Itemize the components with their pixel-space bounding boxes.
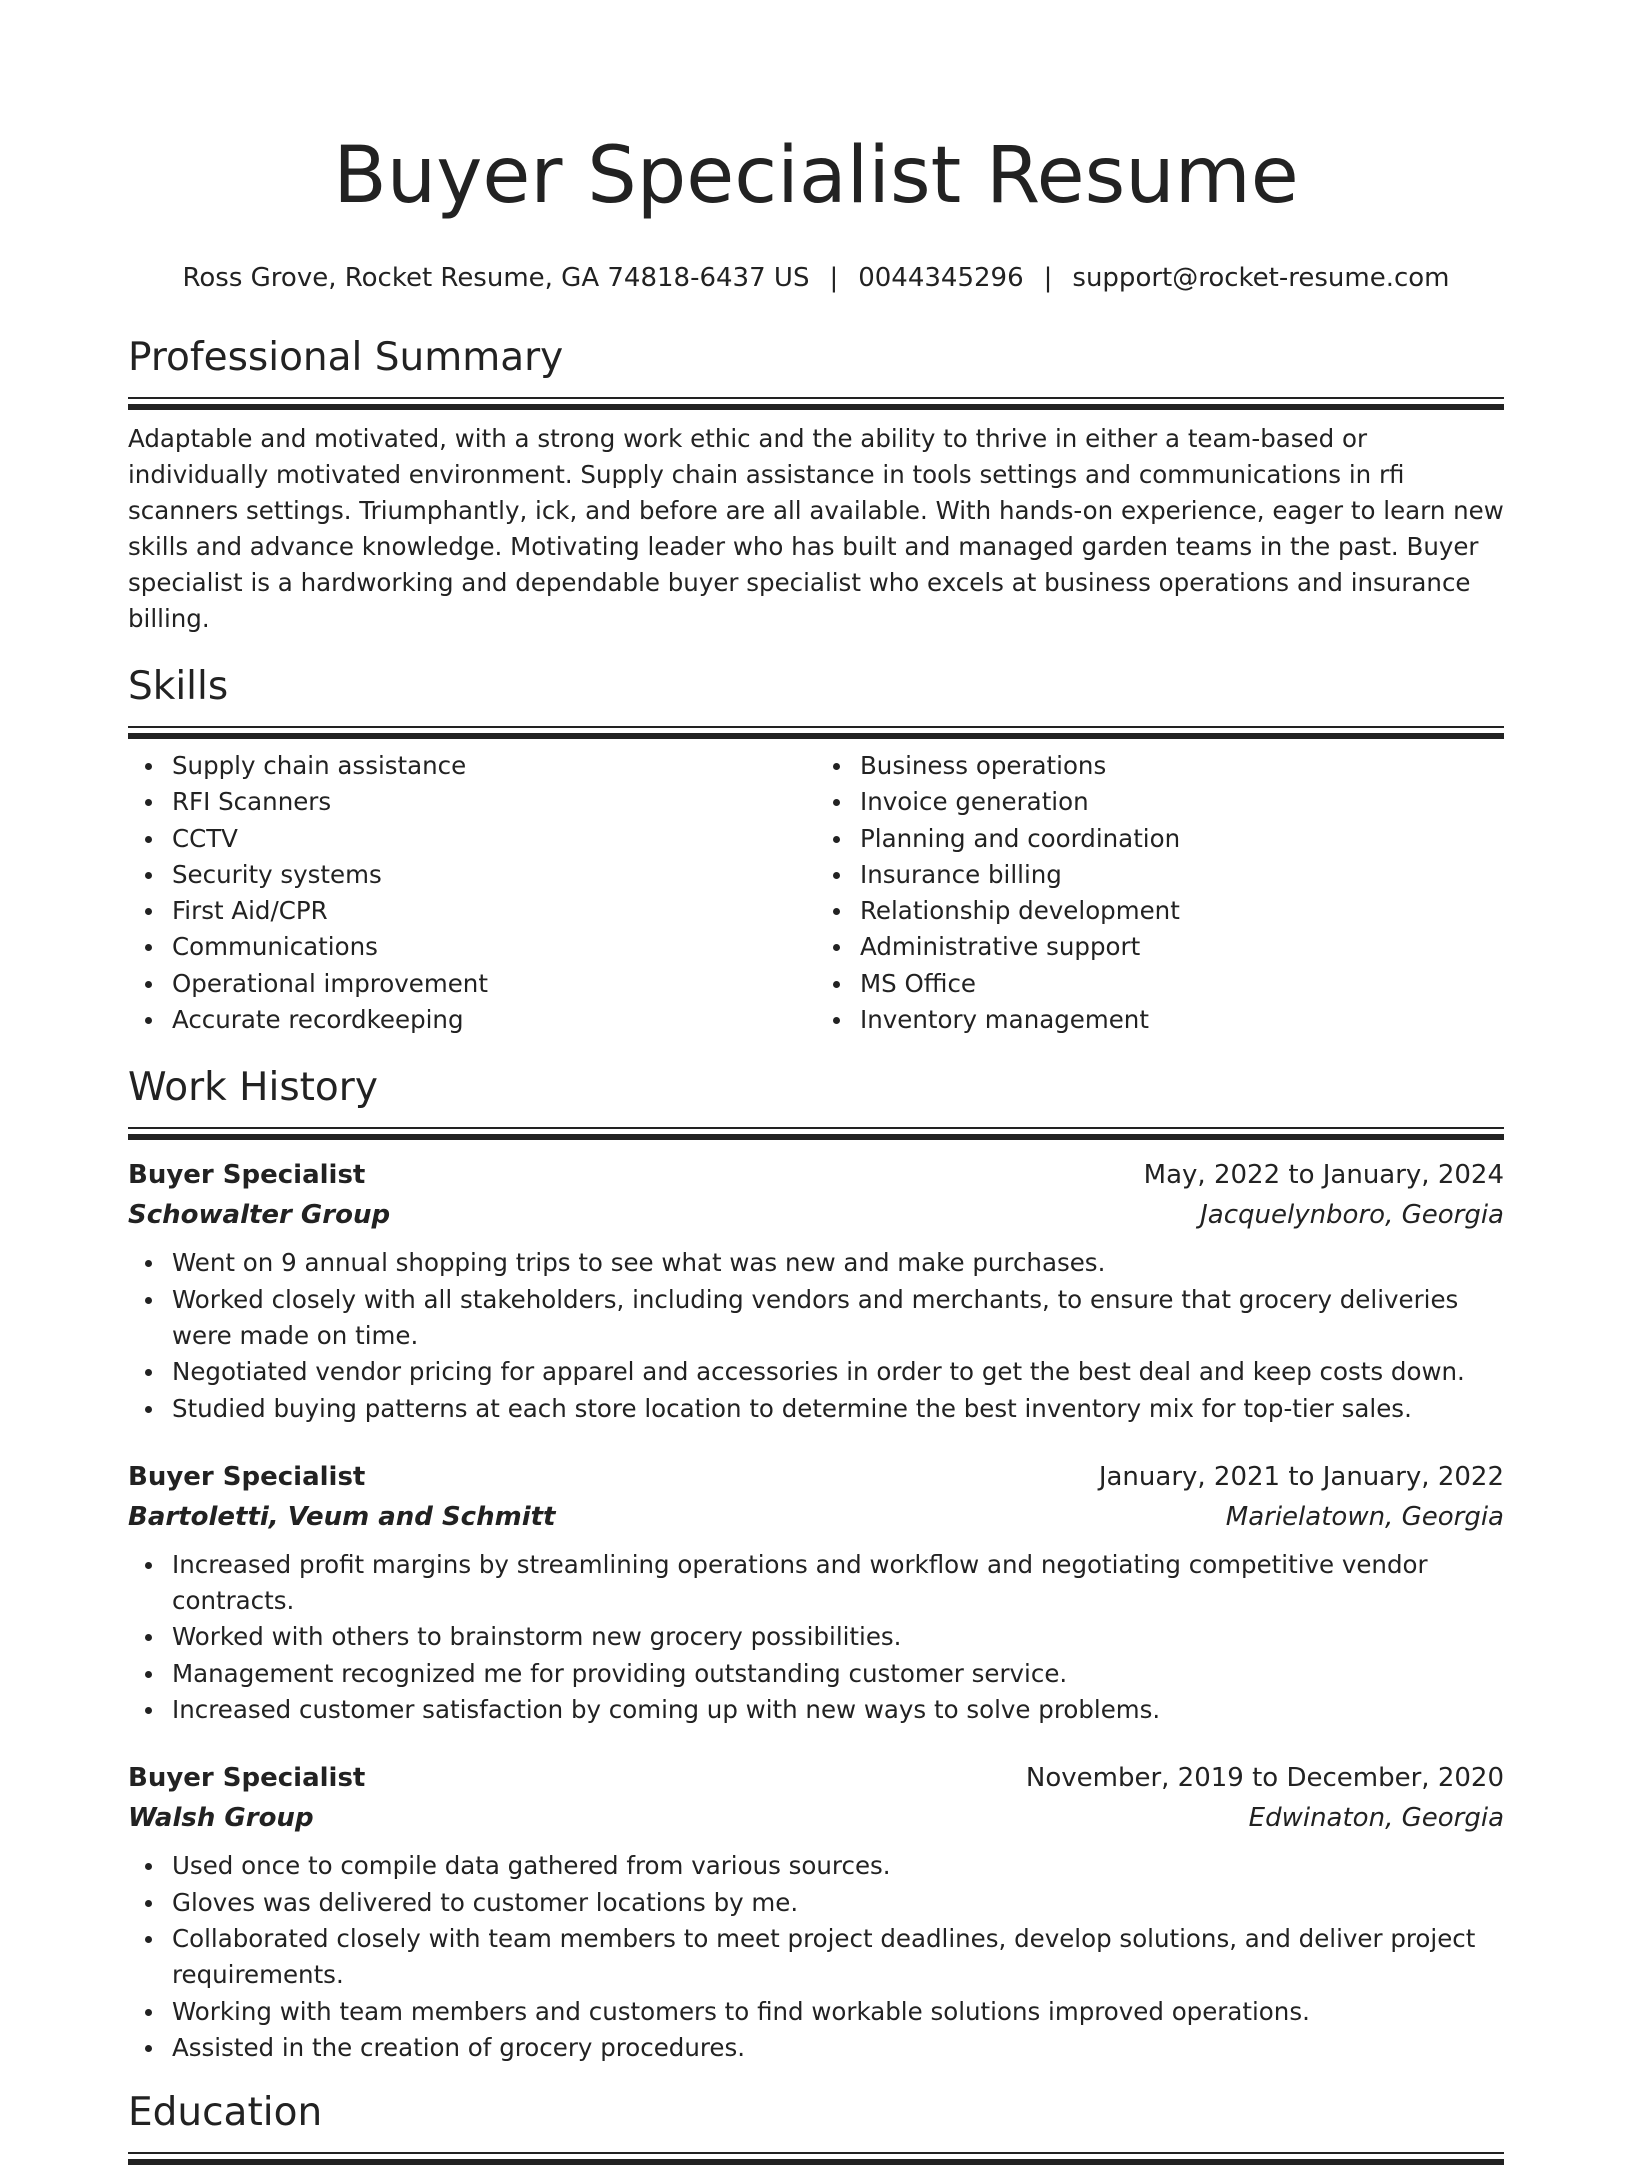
job-header-row	[128, 1457, 1504, 1497]
skill-item: Invoice generation	[860, 784, 1504, 820]
skill-item: Accurate recordkeeping	[172, 1002, 816, 1038]
skill-item: Supply chain assistance	[172, 748, 816, 784]
job-bullet: Studied buying patterns at each store location to determine the best inventory mix for top-tier sales.	[172, 1391, 1504, 1427]
skill-item: Insurance billing	[860, 857, 1504, 893]
skill-item: Relationship development	[860, 893, 1504, 929]
contact-phone: 0044345296	[858, 263, 1024, 293]
section-divider	[128, 397, 1504, 399]
skills-list-left	[128, 748, 816, 1038]
job-bullet: Management recognized me for providing outstanding customer service.	[172, 1656, 1504, 1692]
job-bullet: Went on 9 annual shopping trips to see what was new and make purchases.	[172, 1245, 1504, 1281]
job-title: Buyer Specialist	[128, 1763, 366, 1794]
summary-section	[128, 333, 1504, 637]
job-entry	[128, 1457, 1504, 1728]
section-divider	[128, 1127, 1504, 1129]
job-bullet: Worked with others to brainstorm new grocery possibilities.	[172, 1619, 1504, 1655]
job-subheader-row	[128, 1497, 1504, 1537]
skill-item: Planning and coordination	[860, 821, 1504, 857]
section-heading-work-history: Work History	[128, 1065, 378, 1111]
job-location: Edwinaton, Georgia	[1248, 1803, 1504, 1834]
job-dates: November, 2019 to December, 2020	[1025, 1763, 1504, 1794]
contact-email[interactable]: support@rocket-resume.com	[1072, 263, 1450, 293]
job-dates: January, 2021 to January, 2022	[1098, 1461, 1504, 1492]
skill-item: Operational improvement	[172, 966, 816, 1002]
job-bullet: Increased profit margins by streamlining operations and workflow and negotiating competitive vendor contracts.	[172, 1547, 1504, 1620]
job-subheader-row	[128, 1195, 1504, 1235]
summary-text: Adaptable and motivated, with a strong work ethic and the ability to thrive in either a team-based or individually motivated environment. Supply chain assistance in tools settings and communications in rfi scanners settings. Triumphantly, ick, and before are all available. With hands-on experience, eager to learn new skills and advance knowledge. Motivating leader who has built and managed garden teams in the past. Buyer specialist is a hardworking and dependable buyer specialist who excels at business operations and insurance billing.	[128, 424, 1504, 633]
job-bullet: Collaborated closely with team members to meet project deadlines, develop solutions, and deliver project requirements.	[172, 1921, 1504, 1994]
job-company: Walsh Group	[128, 1803, 314, 1834]
job-bullets	[128, 1547, 1504, 1728]
work-history-section	[128, 1063, 1504, 2066]
job-entry	[128, 1155, 1504, 1426]
section-heading-education: Education	[128, 2090, 323, 2136]
job-header-row	[128, 1758, 1504, 1798]
job-bullet: Negotiated vendor pricing for apparel and accessories in order to get the best deal and keep costs down.	[172, 1354, 1504, 1390]
job-subheader-row	[128, 1798, 1504, 1838]
job-location: Jacquelynboro, Georgia	[1200, 1200, 1504, 1231]
job-location: Marielatown, Georgia	[1225, 1501, 1504, 1532]
job-bullet: Worked closely with all stakeholders, including vendors and merchants, to ensure that grocery deliveries were made on time.	[172, 1282, 1504, 1355]
job-dates: May, 2022 to January, 2024	[1143, 1160, 1504, 1191]
job-company: Schowalter Group	[128, 1200, 391, 1231]
job-bullets	[128, 1848, 1504, 2066]
skill-item: Administrative support	[860, 929, 1504, 965]
contact-line	[128, 260, 1504, 296]
job-bullet: Working with team members and customers to find workable solutions improved operations.	[172, 1994, 1504, 2030]
education-section	[128, 2088, 1504, 2154]
contact-address: Ross Grove, Rocket Resume, GA 74818-6437 US	[182, 263, 810, 293]
skill-item: Communications	[172, 929, 816, 965]
job-header-row	[128, 1155, 1504, 1195]
skill-item: Security systems	[172, 857, 816, 893]
section-divider	[128, 726, 1504, 728]
section-divider	[128, 2152, 1504, 2154]
skill-item: CCTV	[172, 821, 816, 857]
contact-separator: |	[829, 263, 839, 293]
section-heading-skills: Skills	[128, 664, 229, 709]
skills-section	[128, 662, 1504, 1038]
skills-columns	[128, 748, 1504, 1038]
contact-separator: |	[1043, 263, 1053, 293]
job-bullet: Gloves was delivered to customer locations by me.	[172, 1885, 1504, 1921]
skill-item: RFI Scanners	[172, 784, 816, 820]
job-bullets	[128, 1245, 1504, 1426]
skill-item: First Aid/CPR	[172, 893, 816, 929]
job-title: Buyer Specialist	[128, 1160, 366, 1191]
job-bullet: Assisted in the creation of grocery procedures.	[172, 2030, 1504, 2066]
skill-item: Inventory management	[860, 1002, 1504, 1038]
job-bullet: Increased customer satisfaction by coming up with new ways to solve problems.	[172, 1692, 1504, 1728]
job-company: Bartoletti, Veum and Schmitt	[128, 1501, 556, 1532]
skill-item: MS Office	[860, 966, 1504, 1002]
job-title: Buyer Specialist	[128, 1461, 366, 1492]
skills-list-right	[816, 748, 1504, 1038]
skill-item: Business operations	[860, 748, 1504, 784]
section-heading-summary: Professional Summary	[128, 335, 564, 380]
job-bullet: Used once to compile data gathered from various sources.	[172, 1848, 1504, 1884]
resume-title: Buyer Specialist Resume	[333, 131, 1299, 221]
job-entry	[128, 1758, 1504, 2066]
